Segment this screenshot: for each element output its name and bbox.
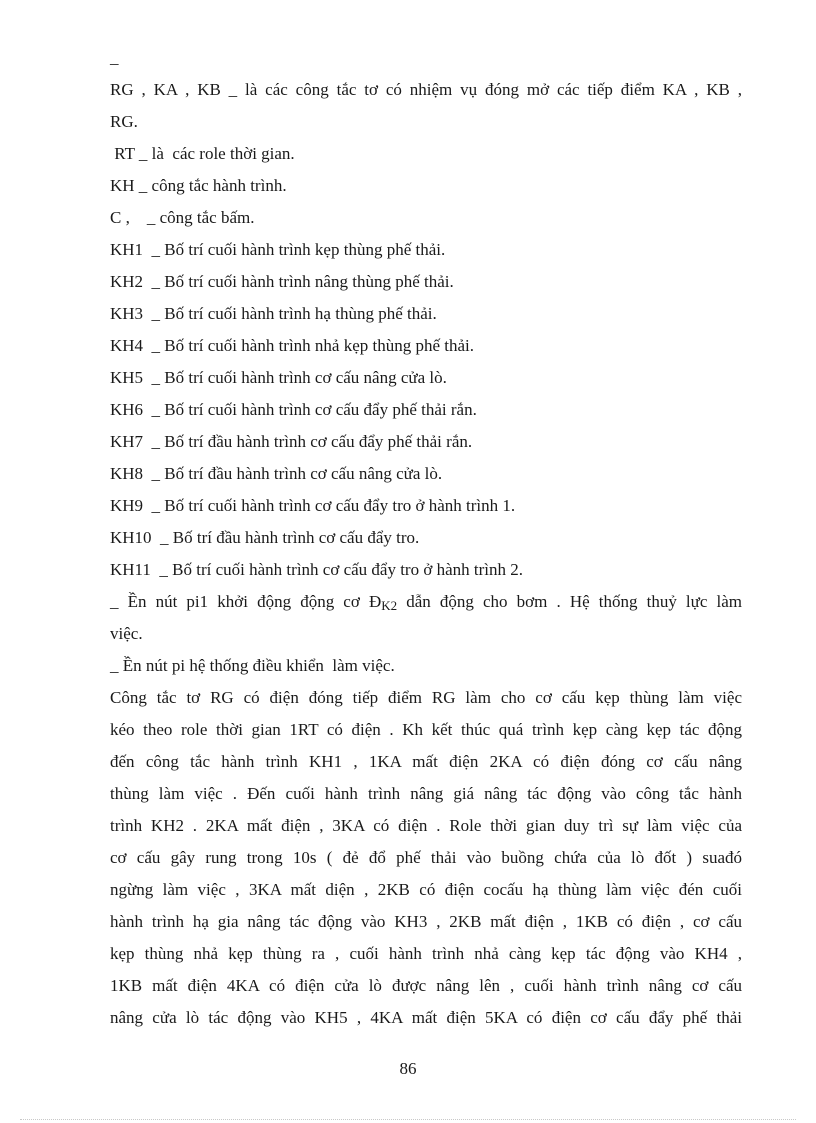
motor-line: [110, 586, 742, 618]
paragraph-line: hành trình hạ gia nâng tác động vào KH3 , 2KB mất điện , 1KB có điện , cơ cấu: [110, 912, 742, 931]
paragraph-line: nâng cửa lò tác động vào KH5 , 4KA mất điện 5KA có điện cơ cấu đẩy phế thải: [110, 1008, 742, 1027]
motor-line-before: _ Ền nút pi1 khởi động động cơ Đ: [110, 592, 382, 611]
text-line: KH7 _ Bố trí đầu hành trình cơ cấu đẩy phế thải rắn.: [110, 432, 473, 451]
paragraph-line: 1KB mất điện 4KA có điện cửa lò được nâng lên , cuối hành trình nâng cơ cấu: [110, 976, 742, 995]
text-line: việc.: [110, 624, 143, 643]
text-line: KH3 _ Bố trí cuối hành trình hạ thùng phế thải.: [110, 304, 437, 323]
top-dash: _: [110, 48, 119, 67]
page-content: [110, 42, 742, 1034]
paragraph-line: đến công tắc hành trình KH1 , 1KA mất điện 2KA có điện đóng cơ cấu nâng: [110, 752, 742, 771]
text-line: KH5 _ Bố trí cuối hành trình cơ cấu nâng cửa lò.: [110, 368, 447, 387]
text-line: RG.: [110, 112, 138, 131]
text-line: RG , KA , KB _ là các công tắc tơ có nhiệm vụ đóng mở các tiếp điểm KA , KB ,: [110, 80, 742, 99]
control-line: _ Ền nút pi hệ thống điều khiển làm việc.: [110, 656, 395, 675]
text-line: KH _ công tắc hành trình.: [110, 176, 287, 195]
text-line: KH11 _ Bố trí cuối hành trình cơ cấu đẩy tro ở hành trình 2.: [110, 560, 523, 579]
paragraph-line: ngừng làm việc , 3KA mất diện , 2KB có điện cocấu hạ thùng làm việc đén cuối: [110, 880, 742, 899]
text-line: KH4 _ Bố trí cuối hành trình nhả kẹp thùng phế thải.: [110, 336, 475, 355]
text-line: KH2 _ Bố trí cuối hành trình nâng thùng phế thải.: [110, 272, 454, 291]
text-line: KH10 _ Bố trí đầu hành trình cơ cấu đẩy tro.: [110, 528, 420, 547]
paragraph-line: trình KH2 . 2KA mất điện , 3KA có điện . Role thời gian duy trì sự làm việc của: [110, 816, 742, 835]
footer-divider: [20, 1119, 796, 1120]
text-line: KH9 _ Bố trí cuối hành trình cơ cấu đẩy tro ở hành trình 1.: [110, 496, 516, 515]
motor-line-subscript: K2: [381, 598, 398, 613]
paragraph-line: Công tắc tơ RG có điện đóng tiếp điểm RG làm cho cơ cấu kẹp thùng làm việc: [110, 688, 742, 707]
text-line: KH8 _ Bố trí đầu hành trình cơ cấu nâng cửa lò.: [110, 464, 443, 483]
text-line: KH1 _ Bố trí cuối hành trình kẹp thùng phế thải.: [110, 240, 446, 259]
paragraph-line: kéo theo role thời gian 1RT có điện . Kh kết thúc quá trình kẹp càng kẹp tác động: [110, 720, 742, 739]
paragraph-line: kẹp thùng nhả kẹp thùng ra , cuối hành trình nhả càng kẹp tác động vào KH4 ,: [110, 944, 742, 963]
paragraph-line: thùng làm việc . Đến cuối hành trình nâng giá nâng tác động vào công tắc hành: [110, 784, 742, 803]
page-number: 86: [399, 1059, 417, 1078]
text-line: KH6 _ Bố trí cuối hành trình cơ cấu đẩy phế thải rắn.: [110, 400, 477, 419]
motor-line-after: dẫn động cho bơm . Hệ thống thuỷ lực làm: [397, 592, 743, 611]
text-line: C , _ công tắc bấm.: [110, 208, 255, 227]
body-paragraph: [110, 682, 742, 1034]
text-line: RT _ là các role thời gian.: [110, 144, 295, 163]
paragraph-line: cơ cấu gây rung trong 10s ( đẻ đổ phế thải vào buồng chứa của lò đốt ) suađó: [110, 848, 742, 867]
